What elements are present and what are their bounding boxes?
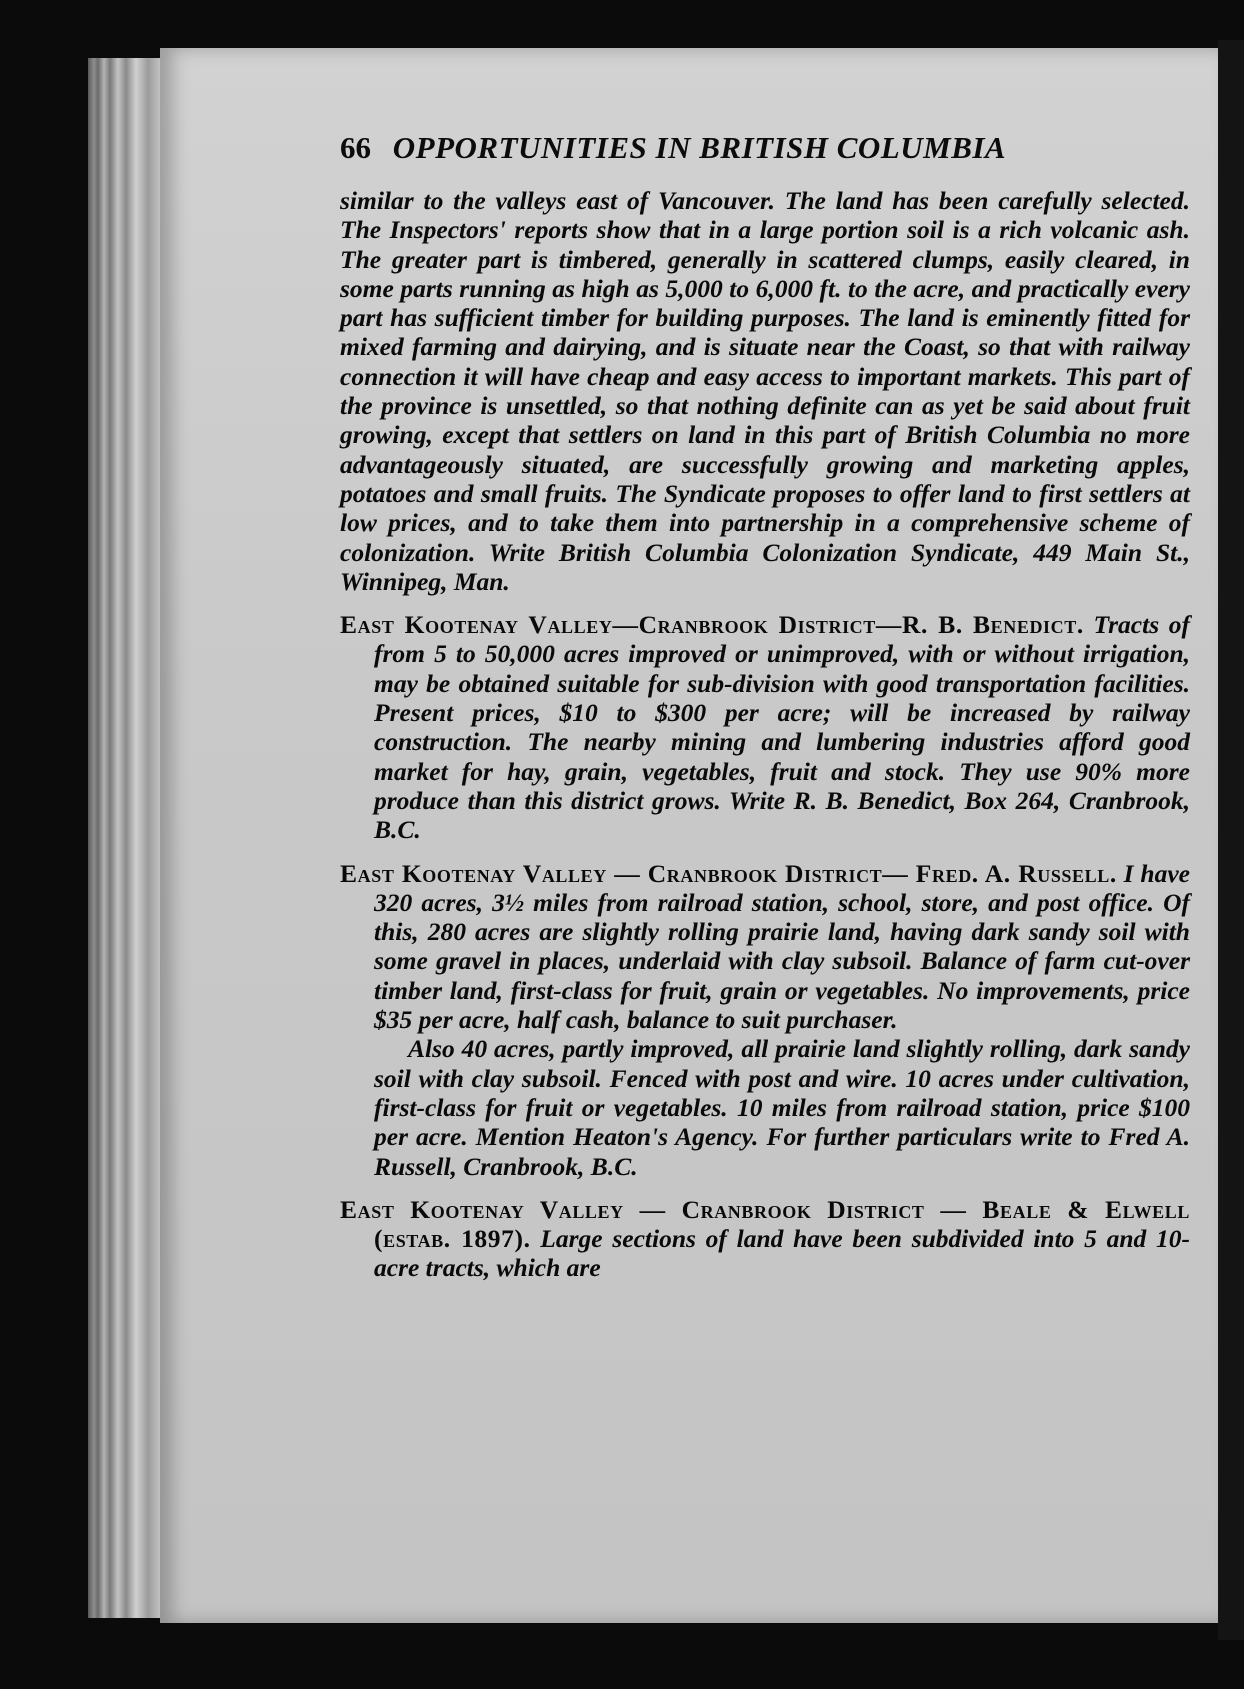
page-gutter-shadow (1218, 40, 1244, 1640)
running-title: OPPORTUNITIES IN BRITISH COLUMBIA (392, 130, 1007, 165)
listing-text: Tracts of from 5 to 50,000 acres improved or unimproved, with or without irrigation, may be obtained suitable for sub-division with good transportation facilities. Present prices, $10 to $300 per acre; will be increased by railway construction. The nearby mining and lumbering industries afford good market for hay, grain, vegetables, fruit and stock. They use 90% more produce than this district grows. Write R. B. Benedict, Box 264, Cranbrook, B.C. (374, 610, 1190, 845)
listing-entry-beale-elwell (340, 1195, 1190, 1283)
listing-text: I have 320 acres, 3½ miles from railroad station, school, store, and post office. Of this, 280 acres are slightly rolling prairie land, having dark sandy soil with some gravel in places, underlaid with clay subsoil. Balance of farm cut-over timber land, first-class for fruit, grain or vegetables. No improvements, price $35 per acre, half cash, balance to suit purchaser. (374, 858, 1190, 1035)
listing-entry-benedict (340, 610, 1190, 844)
page-number: 66 (340, 130, 371, 165)
page-body (340, 186, 1190, 1283)
page-header (340, 130, 1140, 170)
listing-continuation: Also 40 acres, partly improved, all prairie land slightly rolling, dark sandy soil with clay subsoil. Fenced with post and wire. 10 acres under cultivation, first-class for fruit or vegetables. 10 miles from railroad station, price $100 per acre. Mention Heaton's Agency. For further particulars write to Fred A. Russell, Cranbrook, B.C. (374, 1034, 1190, 1181)
listing-heading: East Kootenay Valley—Cranbrook District—R. B. Benedict. (340, 610, 1084, 640)
listing-heading: East Kootenay Valley — Cranbrook District— Fred. A. Russell. (340, 858, 1117, 888)
listing-entry-russell (340, 859, 1190, 1035)
listing-heading: East Kootenay Valley — Cranbrook District — Beale & Elwell (estab. 1897). (340, 1194, 1190, 1254)
continuation-paragraph: similar to the valleys east of Vancouver. The land has been carefully selected. The Inspectors' reports show that in a large portion soil is a rich volcanic ash. The greater part is timbered, generally in scattered clumps, easily cleared, in some parts running as high as 5,000 to 6,000 ft. to the acre, and practically every part has sufficient timber for building purposes. The land is eminently fitted for mixed farming and dairying, and is situate near the Coast, so that with railway connection it will have cheap and easy access to important markets. This part of the province is unsettled, so that nothing definite can as yet be said about fruit growing, except that settlers on land in this part of British Columbia no more advantageously situated, are successfully growing and marketing apples, potatoes and small fruits. The Syndicate proposes to offer land to first settlers at low prices, and to take them into partnership in a comprehensive scheme of colonization. Write British Columbia Colonization Syndicate, 449 Main St., Winnipeg, Man. (340, 186, 1190, 596)
listing-text: Large sections of land have been subdivided into 5 and 10-acre tracts, which are (374, 1224, 1191, 1283)
